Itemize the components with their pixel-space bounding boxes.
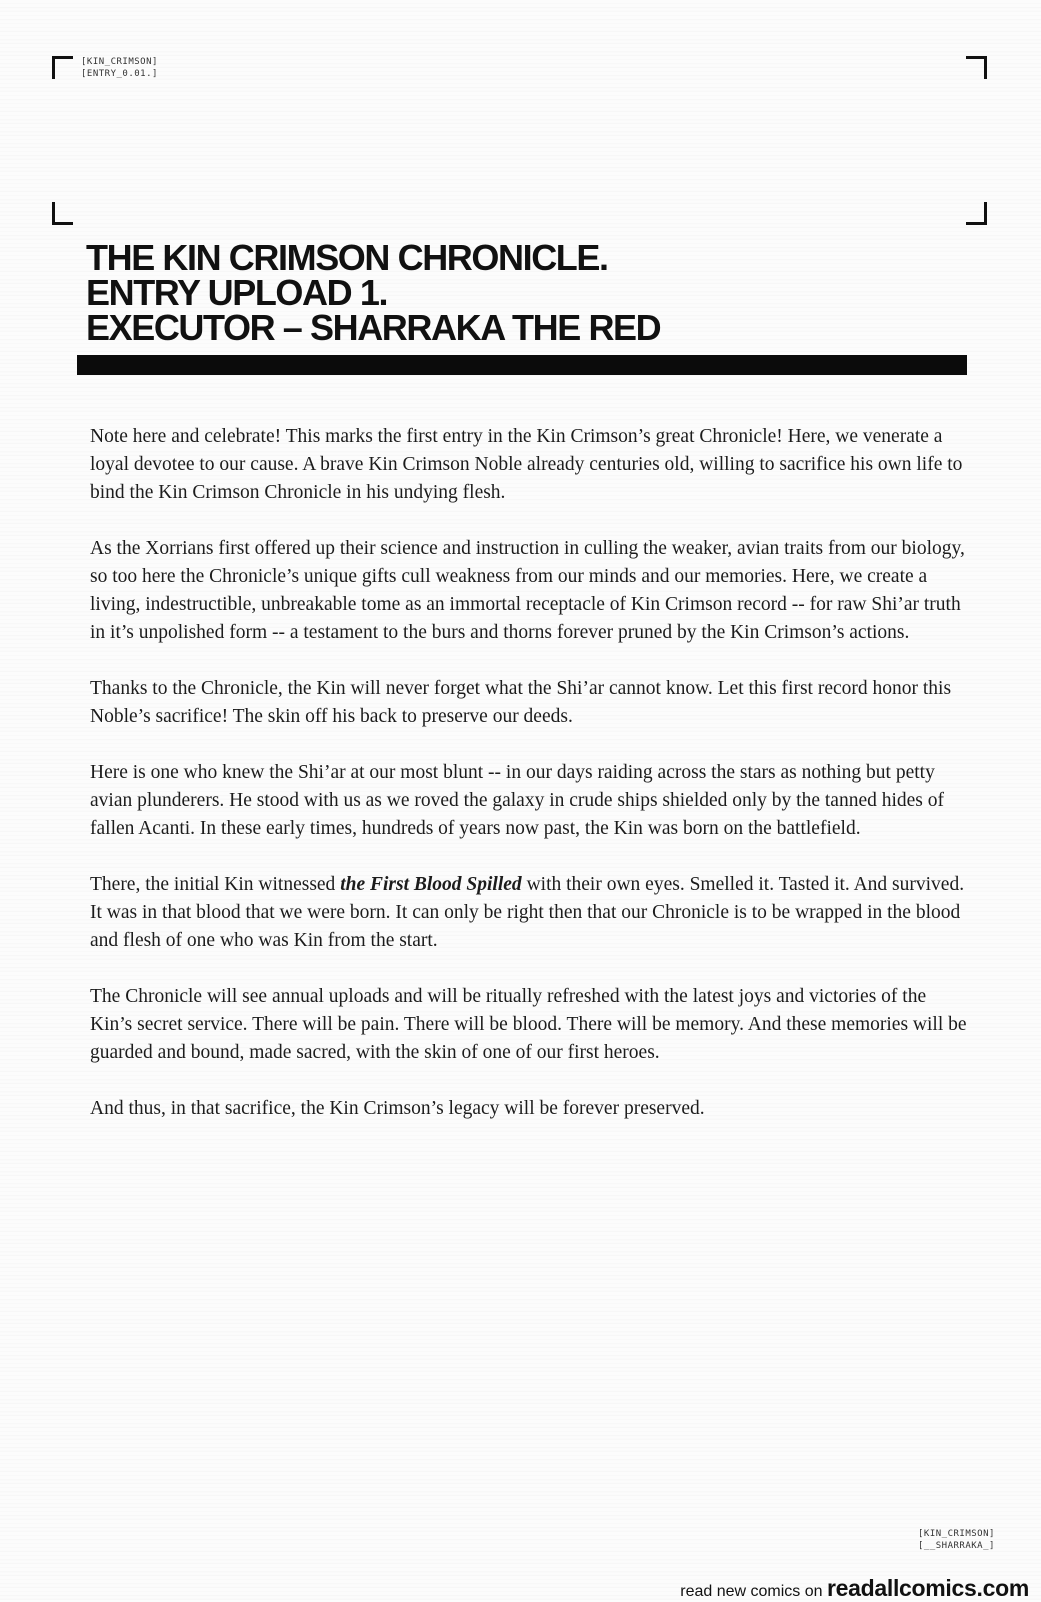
emphasis-text: the First Blood Spilled (340, 874, 522, 895)
paragraph: As the Xorrians first offered up their science and instruction in culling the weaker, avian traits from our biology, so too here the Chronicle’s unique gifts cull weakness from our minds and our memories. Here, we create a living, indestructible, unbreakable tome as an immortal receptacle of Kin Crimson record -- for raw Shi’ar truth in it’s unpolished form -- a testament to the burs and thorns forever pruned by the Kin Crimson’s actions. (90, 538, 965, 643)
page-title (86, 237, 966, 348)
chronicle-text (90, 423, 970, 1151)
paragraph (90, 871, 970, 955)
corner-mark-bottom-right (966, 202, 987, 225)
paragraph-text: There, the initial Kin witnessed (90, 874, 341, 895)
title-line: THE KIN CRIMSON CHRONICLE. (86, 237, 608, 278)
paragraph-text: with their own eyes. Smelled it. Tasted it. And survived. It was in that blood that we were born. It can only be right then that our Chronicle is to be wrapped in the blood and flesh of one who was Kin from the start. (90, 874, 965, 951)
footer-tag (918, 1528, 995, 1552)
footer-tag-line: [KIN_CRIMSON] (918, 1529, 995, 1539)
corner-mark-bottom-left (52, 202, 73, 225)
watermark (680, 1575, 1029, 1602)
paragraph: Thanks to the Chronicle, the Kin will never forget what the Shi’ar cannot know. Let this first record honor this Noble’s sacrifice! The skin off his back to preserve our deeds. (90, 678, 952, 727)
paragraph: Note here and celebrate! This marks the first entry in the Kin Crimson’s great Chronicle! Here, we venerate a loyal devotee to our cause. A brave Kin Crimson Noble already centuries old, willing to sacrifice his own life to bind the Kin Crimson Chronicle in his undying flesh. (90, 426, 963, 503)
header-tag-line: [ENTRY_0.01.] (81, 69, 158, 79)
footer-tag-line: [__SHARRAKA_] (918, 1541, 995, 1551)
paragraph: Here is one who knew the Shi’ar at our most blunt -- in our days raiding across the stars as nothing but petty avian plunderers. He stood with us as we roved the galaxy in crude ships shielded only by the tanned hides of fallen Acanti. In these early times, hundreds of years now past, the Kin was born on the battlefield. (90, 762, 945, 839)
paragraph: And thus, in that sacrifice, the Kin Crimson’s legacy will be forever preserved. (90, 1098, 705, 1119)
title-line: EXECUTOR – SHARRAKA THE RED (86, 307, 661, 348)
title-line: ENTRY UPLOAD 1. (86, 272, 388, 313)
watermark-prefix: read new comics on (680, 1583, 827, 1600)
title-divider-bar (77, 355, 967, 375)
watermark-site: readallcomics.com (826, 1575, 1029, 1601)
paragraph: The Chronicle will see annual uploads and will be ritually refreshed with the latest joys and victories of the Kin’s secret service. There will be pain. There will be blood. There will be memory. And these memories will be guarded and bound, made sacred, with the skin of one of our first heroes. (90, 986, 967, 1063)
corner-mark-top-right (966, 56, 987, 79)
header-tag (81, 56, 158, 80)
corner-mark-top-left (52, 56, 73, 79)
header-tag-line: [KIN_CRIMSON] (81, 57, 158, 67)
